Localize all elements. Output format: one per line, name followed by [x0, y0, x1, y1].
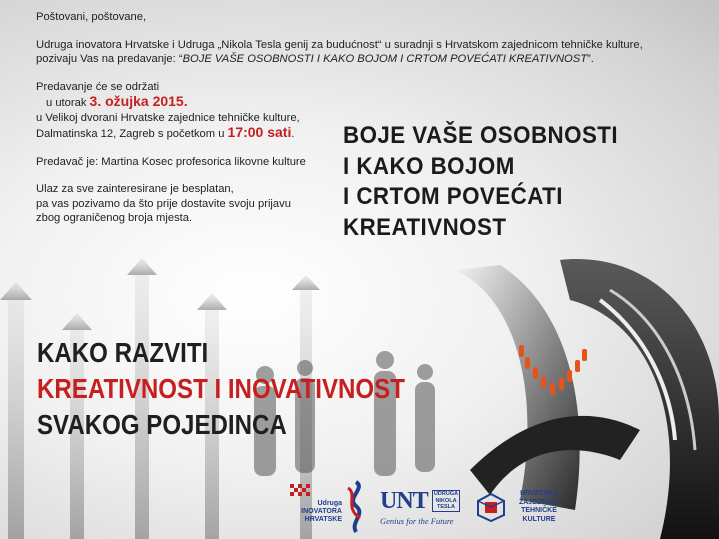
lecture-title-inline: BOJE VAŠE OSOBNOSTI I KAKO BOJOM I CRTOM POVEĆATI KREATIVNOST	[182, 53, 588, 65]
event-time: 17:00 sati	[227, 124, 292, 140]
cube-icon	[476, 492, 506, 522]
lecture-title-line-2: I KAKO BOJOM	[343, 152, 515, 180]
entry-line-1: Ulaz za sve zainteresirane je besplatan,	[36, 183, 234, 195]
subtitle-line-3: SVAKOG POJEDINCA	[37, 409, 287, 440]
invitation-line: pozivaju Vas na predavanje: “BOJE VAŠE OSOBNOSTI I KAKO BOJOM I CRTOM POVEĆATI KREATIVNOST”.	[36, 53, 594, 65]
entry-line-3: zbog ograničenog broja mjesta.	[36, 212, 193, 224]
hztk-line-4: KULTURE	[522, 515, 556, 523]
unt-side-line-3: TESLA	[436, 504, 456, 510]
hztk-line-3: TEHNIČKE	[521, 507, 557, 514]
lecture-title-line-4: KREATIVNOST	[343, 213, 507, 241]
unt-mark: UNT	[380, 488, 428, 514]
unt-logo	[378, 488, 462, 530]
unt-side-box	[432, 490, 460, 512]
unt-slogan: Genius for the Future	[380, 516, 454, 526]
address-line: Dalmatinska 12, Zagreb s početkom u 17:00 sati.	[36, 124, 295, 140]
unt-side-line-1: UDRUGA	[433, 491, 459, 497]
lecture-title	[343, 121, 687, 243]
date-line: u utorak 3. ožujka 2015.	[46, 93, 188, 109]
event-date: 3. ožujka 2015.	[89, 93, 188, 109]
uih-line-2: INOVATORA	[301, 508, 342, 515]
croatian-checkerboard-icon	[290, 484, 310, 498]
hztk-line-1: HRVATSKA	[520, 490, 558, 497]
unt-side-line-2: NIKOLA	[435, 497, 457, 504]
lecture-title-line-3: I CRTOM POVEĆATI	[343, 183, 563, 210]
uih-line-3: HRVATSKE	[304, 516, 342, 523]
entry-line-2: pa vas pozivamo da što prije dostavite svoju prijavu	[36, 197, 291, 210]
uih-line-1: Udruga	[317, 500, 342, 507]
subtitle-line-1: KAKO RAZVITI	[37, 337, 209, 368]
lecture-title-line-1: BOJE VAŠE OSOBNOSTI	[343, 122, 619, 149]
lecturer-line: Predavač je: Martina Kosec profesorica likovne kulture	[36, 155, 306, 168]
uih-logo	[290, 484, 370, 534]
held-line: Predavanje će se održati	[36, 80, 160, 93]
inventor-figure-icon	[342, 478, 370, 534]
subtitle	[37, 335, 405, 443]
greeting: Poštovani, poštovane,	[36, 11, 147, 23]
venue-line: u Velikoj dvorani Hrvatske zajednice tehničke kulture,	[36, 111, 300, 124]
subtitle-line-2: KREATIVNOST I INOVATIVNOST	[37, 373, 405, 404]
hztk-line-2: ZAJEDNICA	[518, 498, 560, 506]
organizers-line: Udruga inovatora Hrvatske i Udruga „Nikola Tesla genij za budućnost“ u suradnji s Hrvatskom zajednicom tehničke kulture,	[36, 38, 643, 51]
hztk-logo	[476, 488, 576, 532]
